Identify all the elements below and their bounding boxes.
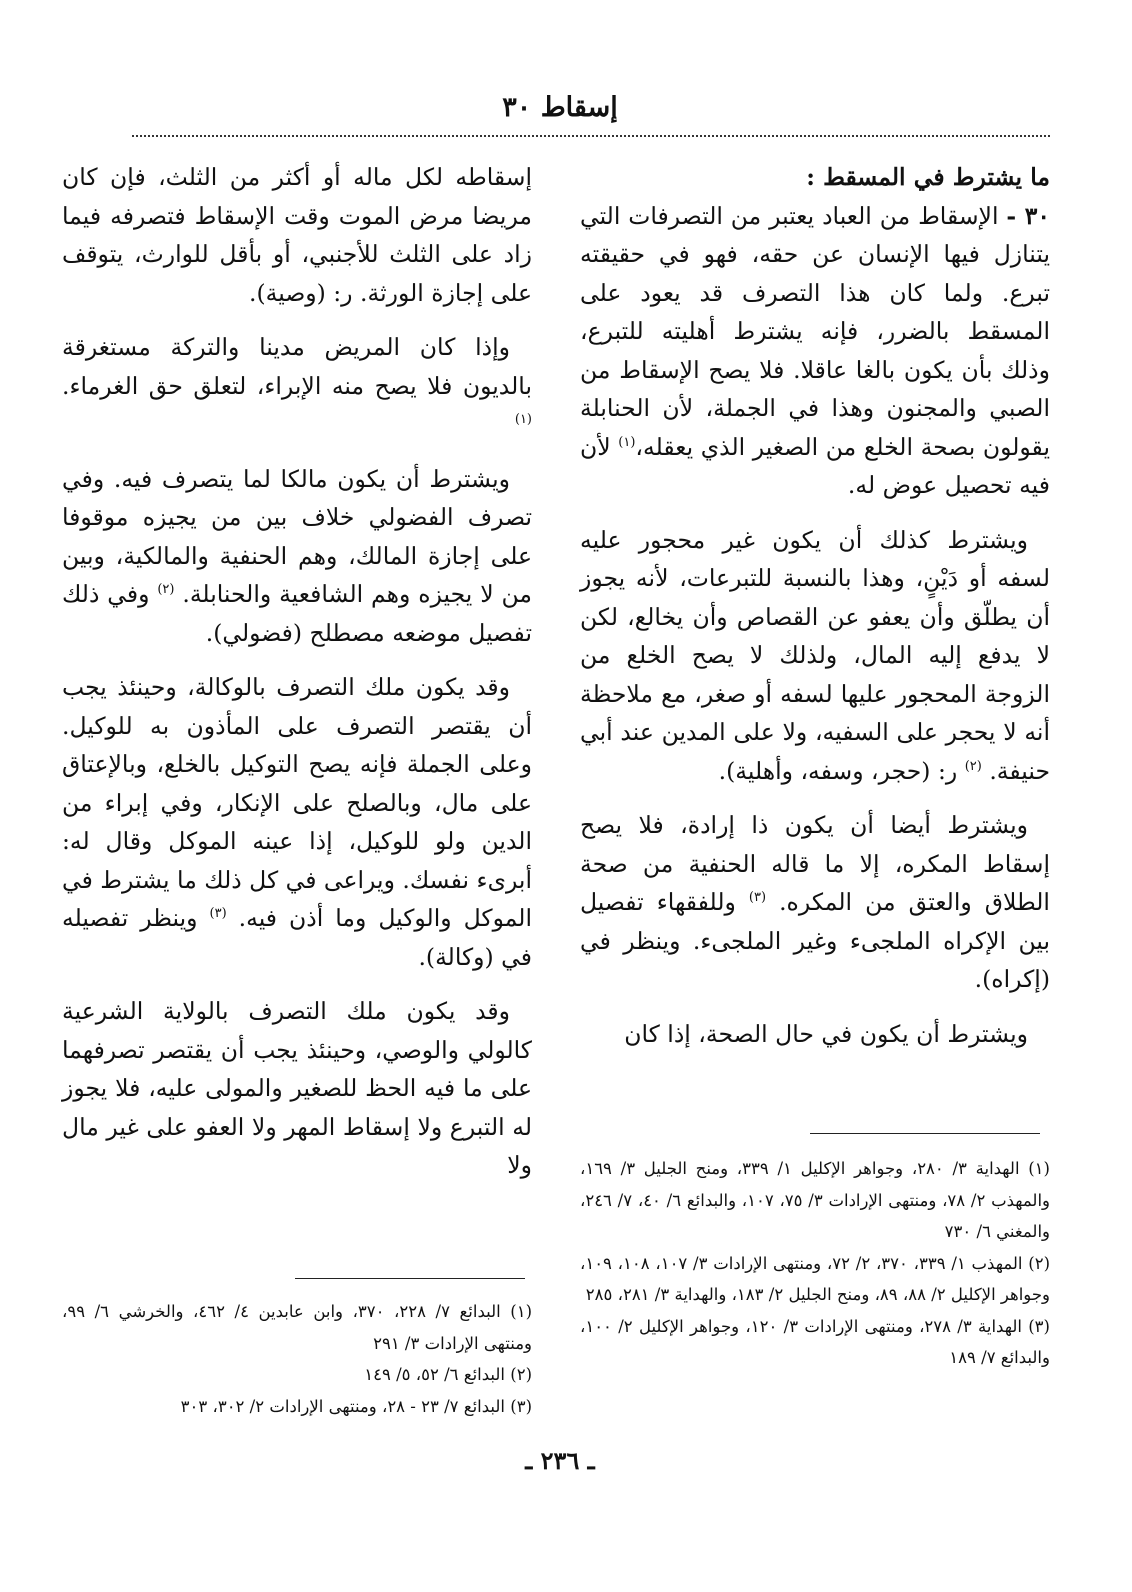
footnote-item: (١) البدائع ٧/ ٢٢٨، ٣٧٠، وابن عابدين ٤/ ٤٦٢، والخرشي ٦/ ٩٩، ومنتهى الإرادات ٣/ ٢٩١ — [62, 1302, 532, 1353]
paragraph-text: ويشترط أيضا أن يكون ذا إرادة، فلا يصح إسقاط المكره، إلا ما قاله الحنفية من صحة الطلاق والعتق من المكره. — [580, 811, 1050, 916]
paragraph — [62, 158, 532, 312]
paragraph — [580, 521, 1050, 791]
paragraph-text: الإسقاط من العباد يعتبر من التصرفات التي يتنازل فيها الإنسان عن حقه، فهو في حقيقته تبرع. ولما كان هذا التصرف قد يعود على المسقط بالضرر، فإنه يشترط أهليته للتبرع، وذلك بأن يكون بالغا عاقلا. فلا يصح الإسقاط من الصبي والمجنون وهذا في الجملة، لأن الحنابلة يقولون بصحة الخلع من الصغير الذي يعقله، — [580, 201, 1050, 461]
footnote-ref[interactable]: (٣) — [748, 890, 767, 906]
paragraph-30 — [580, 197, 1050, 505]
paragraph-text: إسقاطه لكل ماله أو أكثر من الثلث، فإن كان مريضا مرض الموت وقت الإسقاط فتصرفه فيما زاد على الثلث للأجنبي، أو بأقل للوارث، يتوقف على إجازة الورثة. ر: (وصية). — [62, 163, 532, 307]
footnote-ref[interactable]: (٢) — [964, 758, 982, 774]
right-column — [580, 158, 1050, 1069]
footnotes-right — [580, 1153, 1050, 1374]
paragraph — [62, 992, 532, 1185]
footnote-item: (٣) البدائع ٧/ ٢٣ - ٢٨، ومنتهى الإرادات ٢/ ٣٠٢، ٣٠٣ — [180, 1396, 532, 1416]
paragraph-text: وفي ذلك تفصيل موضعه مصطلح (فضولي). — [62, 580, 532, 647]
paragraph-text: وقد يكون ملك التصرف بالولاية الشرعية كالولي والوصي، وحينئذ يجب أن يقتصر تصرفهما على ما فيه الحظ للصغير والمولى عليه، فلا يجوز له التبرع ولا إسقاط المهر ولا العفو على غير مال ولا — [62, 997, 532, 1179]
header-divider — [132, 135, 1050, 137]
paragraph-text: ويشترط كذلك أن يكون غير محجور عليه لسفه أو دَيْنٍ، وهذا بالنسبة للتبرعات، لأنه يجوز أن يطلّق وأن يعفو عن القصاص وأن يخالع، لكن لا يدفع إليه المال، ولذلك لا يصح الخلع من الزوجة المحجور عليها لسفه أو صغر، مع ملاحظة أنه لا يحجر على السفيه، ولا على المدين عند أبي حنيفة. — [580, 525, 1050, 785]
paragraph-text: لأن فيه تحصيل عوض له. — [580, 432, 1050, 499]
paragraph — [580, 806, 1050, 999]
footnote-divider — [295, 1278, 525, 1279]
paragraph — [62, 328, 532, 444]
paragraph-text: ويشترط أن يكون في حال الصحة، إذا كان — [624, 1019, 1028, 1048]
section-heading: ما يشترط في المسقط : — [806, 163, 1050, 191]
footnote-item: (١) الهداية ٣/ ٢٨٠، وجواهر الإكليل ١/ ٣٣٩، ومنح الجليل ٣/ ١٦٩، والمهذب ٢/ ٧٨، ومنتهى الإرادات ٣/ ٧٥، ١٠٧، والبدائع ٦/ ٤٠، ٧/ ٢٤٦، والمغني ٦/ ٧٣٠ — [580, 1159, 1050, 1241]
footnote-ref[interactable]: (١) — [618, 434, 636, 450]
footnotes-left — [62, 1296, 532, 1422]
paragraph-text: وإذا كان المريض مدينا والتركة مستغرقة بالديون فلا يصح منه الإبراء، لتعلق حق الغرماء. — [62, 333, 532, 400]
footnote-ref[interactable]: (١) — [514, 412, 532, 428]
paragraph — [62, 460, 532, 653]
footnote-ref[interactable]: (٣) — [209, 906, 227, 922]
footnote-item: (٢) المهذب ١/ ٣٣٩، ٣٧٠، ٢/ ٧٢، ومنتهى الإرادات ٣/ ١٠٧، ١٠٨، ١٠٩، وجواهر الإكليل ٢/ ٨٨، ٨٩، ومنح الجليل ٢/ ١٨٣، والهداية ٣/ ٢٨١، ٢٨٥ — [580, 1253, 1050, 1304]
footnote-item: (٢) البدائع ٦/ ٥٢، ٥/ ١٤٩ — [364, 1365, 532, 1384]
page-number: ـ ٢٣٦ ـ — [525, 1446, 595, 1475]
paragraph-text: ر: (حجر، وسفه، وأهلية). — [718, 756, 958, 785]
paragraph-text: وللفقهاء تفصيل بين الإكراه الملجىء وغير الملجىء. وينظر في (إكراه). — [580, 888, 1050, 993]
paragraph-text: وينظر تفصيله في (وكالة). — [62, 904, 532, 971]
page-header-title: إسقاط ٣٠ — [502, 92, 618, 123]
paragraph — [62, 668, 532, 976]
footnote-item: (٣) الهداية ٣/ ٢٧٨، ومنتهى الإرادات ٣/ ١٢٠، وجواهر الإكليل ٢/ ١٠٠، والبدائع ٧/ ١٨٩ — [580, 1316, 1050, 1367]
paragraph-number: ٣٠ - — [1006, 201, 1050, 230]
left-column — [62, 158, 532, 1201]
footnote-ref[interactable]: (٢) — [157, 582, 175, 598]
footnote-divider — [810, 1133, 1040, 1134]
paragraph-text: ويشترط أن يكون مالكا لما يتصرف فيه. وفي تصرف الفضولي خلاف بين من يجيزه موقوفا على إجازة المالك، وهم الحنفية والمالكية، وبين من لا يجيزه وهم الشافعية والحنابلة. — [62, 464, 532, 608]
paragraph — [580, 1015, 1050, 1054]
paragraph-text: وقد يكون ملك التصرف بالوكالة، وحينئذ يجب أن يقتصر التصرف على المأذون به للوكيل. وعلى الجملة فإنه يصح التوكيل بالخلع، وبالإعتاق على مال، وبالصلح على الإنكار، وفي إبراء من الدين ولو للوكيل، إذا عينه الموكل وقال له: أبرىء نفسك. ويراعى في كل ذلك ما يشترط في الموكل والوكيل وما أذن فيه. — [62, 673, 532, 932]
